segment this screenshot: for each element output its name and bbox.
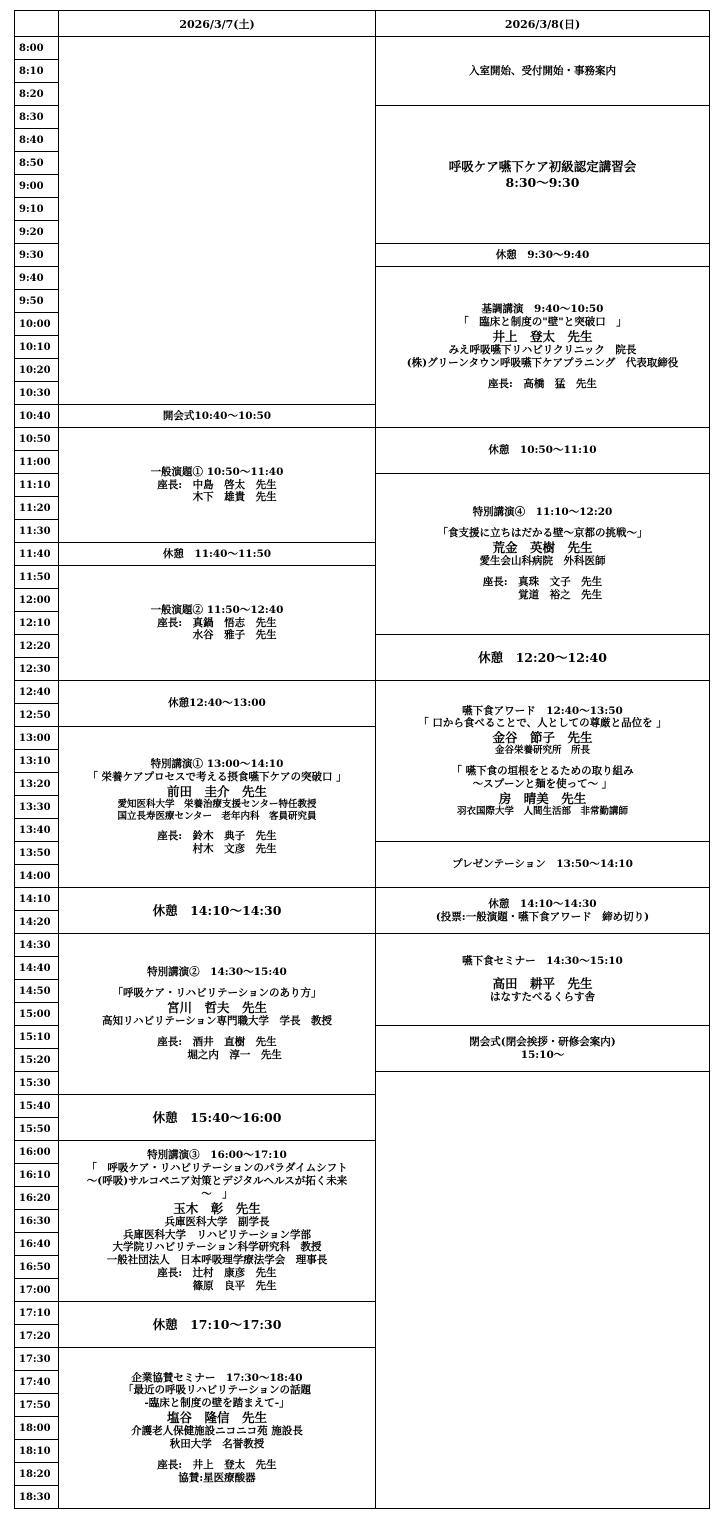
time-slot: 10:50 [15, 428, 59, 451]
session-line: -臨床と制度の壁を踏まえて-」 [144, 1397, 290, 1410]
time-slot: 14:40 [15, 957, 59, 980]
time-slot: 8:00 [15, 37, 59, 60]
room-open-reception [376, 37, 710, 106]
time-slot: 8:10 [15, 60, 59, 83]
session-line: 「 呼吸ケア・リハビリテーションのパラダイムシフト [86, 1162, 348, 1175]
session-line: 企業協賛セミナー 17:30～18:40 [131, 1371, 303, 1384]
time-slot: 14:50 [15, 980, 59, 1003]
session-line: 休憩 14:10～14:30 [488, 897, 597, 910]
session-line: ～(呼吸)サルコペニア対策とデジタルヘルスが拓く未来 [86, 1174, 348, 1187]
time-slot: 17:50 [15, 1394, 59, 1417]
session-line: 座長: 高橋 猛 先生 [488, 377, 597, 390]
session-line: 木下 雄貴 先生 [157, 491, 277, 504]
session-line: 休憩12:40～13:00 [168, 697, 266, 710]
time-slot: 8:30 [15, 106, 59, 129]
time-slot: 12:50 [15, 704, 59, 727]
session-line: 介護老人保健施設ニコニコ苑 施設長 [131, 1425, 303, 1438]
time-slot: 17:40 [15, 1371, 59, 1394]
session-line: 座長: 真珠 文子 先生 [482, 576, 603, 589]
session-line: 「 嚥下食の垣根をとるための取り組み [451, 765, 634, 777]
session-line: 座長: 井上 登太 先生 [157, 1458, 277, 1471]
time-slot: 17:30 [15, 1348, 59, 1371]
presentation [376, 842, 710, 888]
day2-blank-evening [376, 1072, 710, 1509]
session-line: プレゼンテーション 13:50～14:10 [452, 858, 633, 871]
special-lecture-1 [59, 727, 376, 888]
time-slot: 9:40 [15, 267, 59, 290]
time-slot: 14:30 [15, 934, 59, 957]
session-line: 金谷栄養研究所 所長 [494, 745, 590, 757]
special-lecture-3 [59, 1141, 376, 1302]
time-slot: 10:10 [15, 336, 59, 359]
keynote-lecture [376, 267, 710, 428]
time-slot: 12:20 [15, 635, 59, 658]
session-line: 呼吸ケア嚥下ケア初級認定講習会 [448, 159, 637, 175]
time-slot: 11:20 [15, 497, 59, 520]
time-slot: 11:10 [15, 474, 59, 497]
break-1410-vote [376, 888, 710, 934]
time-slot: 12:10 [15, 612, 59, 635]
session-line: 荒金 英樹 先生 [492, 539, 593, 555]
session-line: はなすたべるくらす舎 [490, 991, 595, 1004]
time-slot: 10:20 [15, 359, 59, 382]
session-line: 「 口から食べることで、人としての尊厳と品位を 」 [418, 717, 667, 730]
time-slot: 12:30 [15, 658, 59, 681]
opening-ceremony [59, 405, 376, 428]
time-slot: 18:00 [15, 1417, 59, 1440]
time-slot: 16:10 [15, 1164, 59, 1187]
time-slot: 17:10 [15, 1302, 59, 1325]
break-1540 [59, 1095, 376, 1141]
session-line: 嚥下食アワード 12:40～13:50 [462, 704, 623, 717]
day1-blank-morning [59, 37, 376, 405]
break-1710 [59, 1302, 376, 1348]
session-line: 8:30～9:30 [505, 174, 580, 190]
session-line: 愛生会山科病院 外科医師 [479, 555, 606, 568]
time-slot: 12:40 [15, 681, 59, 704]
session-line: みえ呼吸嚥下リハビリクリニック 院長 [448, 344, 637, 357]
time-slot: 11:50 [15, 566, 59, 589]
session-line: 座長: 真鍋 悟志 先生 [157, 616, 277, 629]
time-slot: 13:10 [15, 750, 59, 773]
session-line: 休憩 12:20～12:40 [478, 649, 607, 665]
time-slot: 8:40 [15, 129, 59, 152]
session-line: 「 栄養ケアプロセスで考える摂食嚥下ケアの突破口 」 [87, 771, 347, 783]
time-slot: 16:30 [15, 1210, 59, 1233]
time-slot: 18:30 [15, 1486, 59, 1509]
time-slot: 16:40 [15, 1233, 59, 1256]
time-slot: 10:00 [15, 313, 59, 336]
time-slot: 11:00 [15, 451, 59, 474]
time-slot: 16:50 [15, 1256, 59, 1279]
session-line: 兵庫医科大学 リハビリテーション学部 [122, 1228, 312, 1241]
closing-ceremony [376, 1026, 710, 1072]
session-line: 座長: 辻村 康彦 先生 [157, 1267, 277, 1280]
session-line: 羽衣国際大学 人間生活部 非常勤講師 [456, 805, 628, 817]
session-line: 大学院リハビリテーション科学研究科 教授 [112, 1241, 322, 1254]
session-line: 休憩 14:10～14:30 [152, 902, 282, 918]
time-slot: 15:50 [15, 1118, 59, 1141]
time-slot: 15:00 [15, 1003, 59, 1026]
break-1240 [59, 681, 376, 727]
session-line: 兵庫医科大学 副学長 [164, 1215, 270, 1228]
session-line: 特別講演③ 16:00～17:10 [147, 1149, 287, 1162]
time-slot: 15:30 [15, 1072, 59, 1095]
session-line: 覚道 裕之 先生 [482, 588, 603, 601]
session-line: 金谷 節子 先生 [492, 730, 593, 746]
session-line: 休憩 10:50～11:10 [488, 444, 597, 457]
session-line: 座長: 鈴木 典子 先生 [157, 830, 277, 843]
session-line: 一般演題① 10:50～11:40 [150, 465, 284, 478]
time-slot: 17:20 [15, 1325, 59, 1348]
session-line: 協賛:星医療酸器 [178, 1471, 256, 1484]
time-slot: 13:00 [15, 727, 59, 750]
session-line: 特別講演② 14:30～15:40 [147, 966, 287, 979]
date-header-2: 2026/3/8(日) [376, 11, 710, 37]
time-slot: 13:20 [15, 773, 59, 796]
break-1410 [59, 888, 376, 934]
session-line: ～ 」 [201, 1187, 233, 1200]
session-line: 開会式10:40～10:50 [162, 409, 272, 422]
time-slot: 18:10 [15, 1440, 59, 1463]
session-line: 15:10～ [520, 1048, 565, 1061]
time-slot: 14:00 [15, 865, 59, 888]
time-slot: 9:20 [15, 221, 59, 244]
session-line: 秋田大学 名誉教授 [169, 1438, 265, 1451]
session-line: (投票:一般演題・嚥下食アワード 締め切り) [435, 910, 650, 923]
time-slot: 15:20 [15, 1049, 59, 1072]
session-line: 座長: 中島 啓太 先生 [157, 478, 277, 491]
time-slot: 15:40 [15, 1095, 59, 1118]
session-line: 一般社団法人 日本呼吸理学療法学会 理事長 [106, 1254, 328, 1267]
date-header-1: 2026/3/7(土) [59, 11, 376, 37]
session-line: 宮川 哲夫 先生 [166, 999, 267, 1015]
session-line: 閉会式(閉会挨拶・研修会案内) [469, 1035, 616, 1048]
session-line: 「最近の呼吸リハビリテーションの話題 [122, 1384, 312, 1397]
session-line: 嚥下食セミナー 14:30～15:10 [462, 955, 623, 968]
swallowing-food-award [376, 681, 710, 842]
time-slot: 10:30 [15, 382, 59, 405]
time-slot: 9:10 [15, 198, 59, 221]
time-slot: 16:20 [15, 1187, 59, 1210]
time-slot: 17:00 [15, 1279, 59, 1302]
session-line: 前田 圭介 先生 [166, 783, 267, 799]
session-line: 入室開始、受付開始・事務案内 [469, 64, 616, 77]
header-corner [15, 11, 59, 37]
time-slot: 13:30 [15, 796, 59, 819]
session-line: 基調講演 9:40～10:50 [481, 303, 604, 316]
time-slot: 14:20 [15, 911, 59, 934]
time-slot: 8:50 [15, 152, 59, 175]
schedule-table [14, 10, 710, 1509]
time-slot: 11:40 [15, 543, 59, 566]
certification-course [376, 106, 710, 244]
time-slot: 10:40 [15, 405, 59, 428]
session-line: 休憩 11:40～11:50 [162, 547, 272, 560]
session-line: ～スプーンと麺を使って～ 」 [472, 777, 613, 790]
session-line: 「呼吸ケア・リハビリテーションのあり方」 [112, 987, 322, 1000]
special-lecture-4 [376, 474, 710, 635]
session-line: 井上 登太 先生 [492, 328, 593, 344]
break-1140 [59, 543, 376, 566]
sponsored-seminar [59, 1348, 376, 1509]
time-slot: 13:40 [15, 819, 59, 842]
session-line: 特別講演① 13:00～14:10 [150, 758, 284, 771]
time-slot: 15:10 [15, 1026, 59, 1049]
break-1050 [376, 428, 710, 474]
general-session-1 [59, 428, 376, 543]
session-line: 休憩 9:30～9:40 [495, 248, 590, 261]
time-slot: 11:30 [15, 520, 59, 543]
time-slot: 9:30 [15, 244, 59, 267]
session-line: 村木 文彦 先生 [157, 843, 277, 855]
session-line: (株)グリーンタウン呼吸嚥下ケアプラニング 代表取締役 [406, 357, 679, 370]
session-line: 国立長寿医療センター 老年内科 客員研究員 [117, 810, 317, 822]
break-1220 [376, 635, 710, 681]
time-slot: 12:00 [15, 589, 59, 612]
session-line: 座長: 酒井 直樹 先生 [157, 1036, 277, 1049]
time-slot: 16:00 [15, 1141, 59, 1164]
general-session-2 [59, 566, 376, 681]
session-line: 堀之内 淳一 先生 [152, 1048, 282, 1061]
session-line: 「 臨床と制度の"壁"と突破口 」 [458, 316, 627, 329]
time-slot: 14:10 [15, 888, 59, 911]
session-line: 高知リハビリテーション専門職大学 学長 教授 [101, 1015, 333, 1028]
time-slot: 8:20 [15, 83, 59, 106]
time-slot: 18:20 [15, 1463, 59, 1486]
session-line: 休憩 17:10～17:30 [152, 1316, 282, 1332]
session-line: 特別講演④ 11:10～12:20 [472, 506, 613, 519]
session-line: 水谷 雅子 先生 [157, 629, 277, 642]
session-line: 玉木 彰 先生 [173, 1200, 261, 1216]
session-line: 房 晴美 先生 [498, 790, 587, 806]
session-line: 休憩 15:40～16:00 [152, 1109, 282, 1125]
time-slot: 9:50 [15, 290, 59, 313]
session-line: 一般演題② 11:50～12:40 [150, 603, 284, 616]
session-line: 「食支援に立ちはだかる壁～京都の挑戦～」 [437, 527, 648, 540]
session-line: 高田 耕平 先生 [492, 975, 593, 991]
time-slot: 13:50 [15, 842, 59, 865]
swallowing-food-seminar [376, 934, 710, 1026]
session-line: 篠原 良平 先生 [157, 1279, 277, 1292]
session-line: 塩谷 隆信 先生 [166, 1409, 267, 1425]
special-lecture-2 [59, 934, 376, 1095]
session-line: 愛知医科大学 栄養治療支援センター特任教授 [117, 799, 317, 811]
time-slot: 9:00 [15, 175, 59, 198]
break-0930 [376, 244, 710, 267]
